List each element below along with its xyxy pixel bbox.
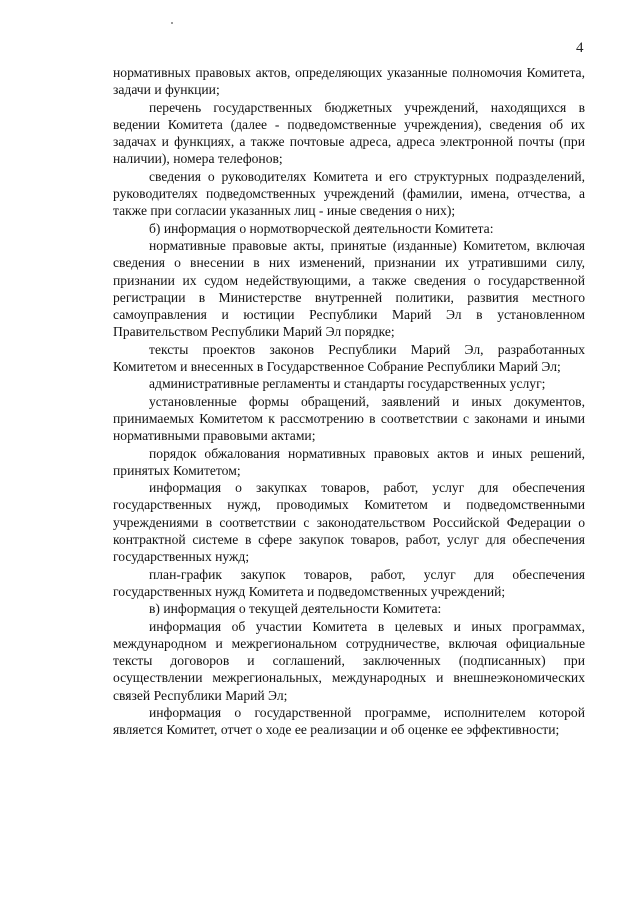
paragraph-state-program: информация о государственной программе, исполнителем которой является Комитет, отчет о ходе ее реализации и об оценке ее эффективности; [113,704,585,738]
paragraph-programs-cooperation: информация об участии Комитета в целевых и иных программах, международном и межрегиональном сотрудничестве, включая официальные тексты договоров и соглашений, заключенных (подписанных) при осуществлении межрегиональных, международных и внешнеэкономических связей Республики Марий Эл; [113,618,585,703]
paragraph-normative-acts: нормативные правовые акты, принятые (изданные) Комитетом, включая сведения о внесении в них изменений, признании их утратившими силу, признании их судом недействующими, а также сведения о государственной регистрации в Министерстве внутренней политики, развития местного самоуправления и юстиции Республики Марий Эл в установленном Правительством Республики Марий Эл порядке; [113,237,585,340]
section-c-heading: в) информация о текущей деятельности Комитета: [149,601,442,617]
paragraph-procurement-plan: план-график закупок товаров, работ, услуг для обеспечения государственных нужд Комитета и подведомственных учреждений; [113,566,585,599]
section-b-heading: б) информация о нормотворческой деятельности Комитета: [149,220,494,236]
paragraph-admin-regulations: административные регламенты и стандарты государственных услуг; [149,376,546,392]
paragraph-appeal-procedure: порядок обжалования нормативных правовых актов и иных решений, принятых Комитетом; [113,445,585,478]
paragraph-subordinate-institutions: перечень государственных бюджетных учреждений, находящихся в ведении Комитета (далее - подведомственные учреждения), сведения об их задачах и функциях, а также почтовые адреса, адреса электронной почты (при наличии), номера телефонов; [113,99,585,167]
paragraph-forms: установленные формы обращений, заявлений и иных документов, принимаемых Комитетом к рассмотрению в соответствии с законами и иными нормативными правовыми актами; [113,393,585,444]
page-number: 4 [576,40,584,56]
paragraph-continuation: нормативных правовых актов, определяющих указанные полномочия Комитета, задачи и функции; [113,65,585,98]
paragraph-draft-laws: тексты проектов законов Республики Марий Эл, разработанных Комитетом и внесенных в Государственное Собрание Республики Марий Эл; [113,341,585,375]
paragraph-procurement-info: информация о закупках товаров, работ, услуг для обеспечения государственных нужд, проводимых Комитетом и подведомственными учреждениями в соответствии с законодательством Российской Федерации о контрактной системе в сфере закупок товаров, работ, услуг для обеспечения государственных нужд; [113,480,585,565]
document-body [113,64,585,739]
paragraph-heads-info: сведения о руководителях Комитета и его структурных подразделений, руководителях подведомственных учреждений (фамилии, имена, отчества, а также при согласии указанных лиц - иные сведения о них); [113,168,585,219]
scan-artifact-dot [171,22,173,24]
